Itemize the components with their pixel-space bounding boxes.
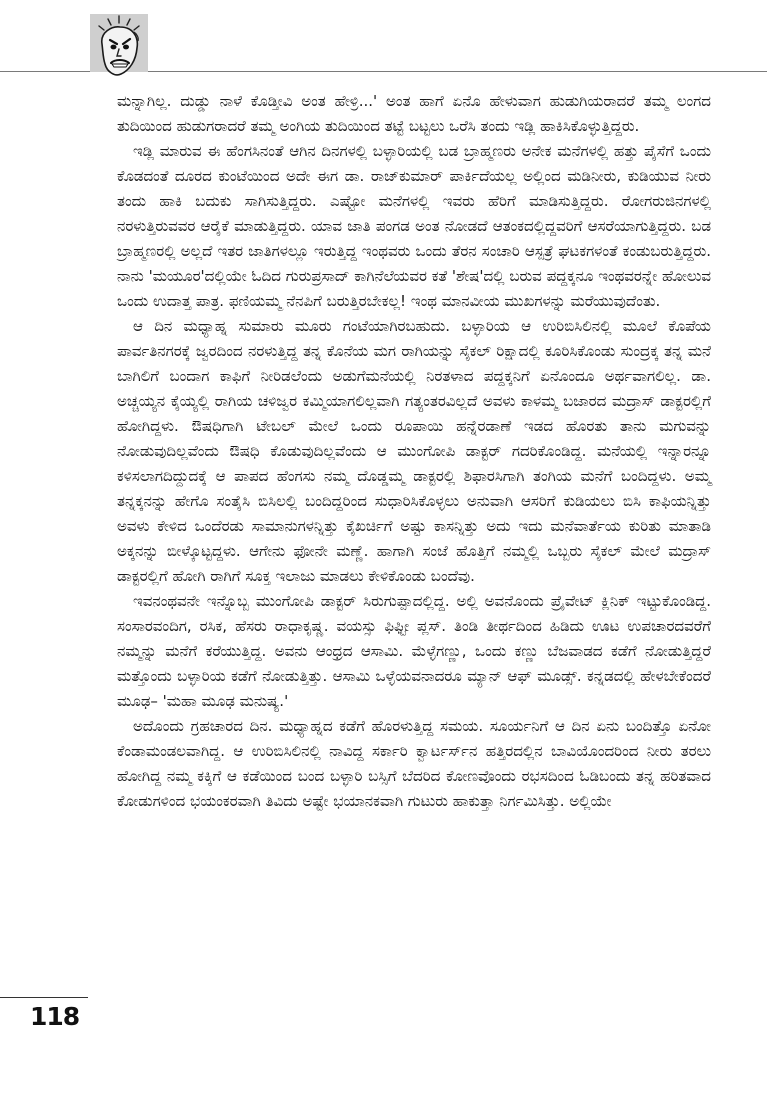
paragraph-2: ಇಡ್ಲಿ ಮಾರುವ ಈ ಹೆಂಗಸಿನಂತೆ ಆಗಿನ ದಿನಗಳಲ್ಲಿ ಬಳ್ಳಾರಿಯಲ್ಲಿ ಬಡ ಬ್ರಾಹ್ಮಣರು ಅನೇಕ ಮನೆಗಳಲ್ಲಿ ಹತ್ತು ಪೈಸೆಗೆ ಒಂದು ಕೊಡದಂತೆ ದೂರದ ಕುಂಟೆಯಿಂದ ಅದೇ ಈಗ ಡಾ. ರಾಜ್‌ಕುಮಾರ್ ಪಾರ್ಕಿದೆಯಲ್ಲ ಅಲ್ಲಿಂದ ಮಡಿನೀರು, ಕುಡಿಯುವ ನೀರು ತಂದು ಹಾಕಿ ಬದುಕು ಸಾಗಿಸುತ್ತಿದ್ದರು. ಎಷ್ಟೋ ಮನೆಗಳಲ್ಲಿ ಇವರು ಹೆರಿಗೆ ಮಾಡಿಸುತ್ತಿದ್ದರು. ರೋಗರುಜಿನಗಳಲ್ಲಿ ನರಳುತ್ತಿರುವವರ ಆರೈಕೆ ಮಾಡುತ್ತಿದ್ದರು. ಯಾವ ಜಾತಿ ಪಂಗಡ ಅಂತ ನೋಡದೆ ಆತಂಕದಲ್ಲಿದ್ದವರಿಗೆ ಆಸರೆಯಾಗುತ್ತಿದ್ದರು. ಬಡ ಬ್ರಾಹ್ಮಣರಲ್ಲಿ ಅಲ್ಲದೆ ಇತರ ಜಾತಿಗಳಲ್ಲೂ ಇರುತ್ತಿದ್ದ ಇಂಥವರು ಒಂದು ತೆರನ ಸಂಚಾರಿ ಆಸ್ಪತ್ರೆ ಘಟಕಗಳಂತೆ ಕಂಡುಬರುತ್ತಿದ್ದರು. ನಾನು 'ಮಯೂರ'ದಲ್ಲಿಯೇ ಓದಿದ ಗುರುಪ್ರಸಾದ್ ಕಾಗಿನೆಲೆಯವರ ಕತೆ 'ಶೇಷ'ದಲ್ಲಿ ಬರುವ ಪದ್ದಕ್ಕನೂ ಇಂಥವರನ್ನೇ ಹೋಲುವ ಒಂದು ಉದಾತ್ತ ಪಾತ್ರ. ಫಣಿಯಮ್ಮ ನೆನಪಿಗೆ ಬರುತ್ತಿರಬೇಕಲ್ಲ! ಇಂಥ ಮಾನವೀಯ ಮುಖಗಳನ್ನು ಮರೆಯುವುದೆಂತು. [117,142,711,310]
paragraph-5: ಅದೊಂದು ಗ್ರಹಚಾರದ ದಿನ. ಮಧ್ಯಾಹ್ನದ ಕಡೆಗೆ ಹೊರಳುತ್ತಿದ್ದ ಸಮಯ. ಸೂರ್ಯನಿಗೆ ಆ ದಿನ ಏನು ಬಂದಿತ್ತೊ ಏನೋ ಕೆಂಡಾಮಂಡಲವಾಗಿದ್ದ. ಆ ಉರಿಬಿಸಿಲಿನಲ್ಲಿ ನಾವಿದ್ದ ಸರ್ಕಾರಿ ಕ್ವಾರ್ಟರ್ಸ್‌ನ ಹತ್ತಿರದಲ್ಲಿನ ಬಾವಿಯೊಂದರಿಂದ ನೀರು ತರಲು ಹೋಗಿದ್ದ ನಮ್ಮ ಕಕ್ಕಿಗೆ ಆ ಕಡೆಯಿಂದ ಬಂದ ಬಳ್ಳಾರಿ ಬಸ್ಸಿಗೆ ಬೆದರಿದ ಕೋಣವೊಂದು ರಭಸದಿಂದ ಓಡಿಬಂದು ತನ್ನ ಹರಿತವಾದ ಕೋಡುಗಳಿಂದ ಭಯಂಕರವಾಗಿ ತಿವಿದು ಅಷ್ಟೇ ಭಯಾನಕವಾಗಿ ಗುಟುರು ಹಾಕುತ್ತಾ ನಿರ್ಗಮಿಸಿತ್ತು. ಅಲ್ಲಿಯೇ [117,717,711,810]
cartoon-face-icon [90,14,148,94]
paragraph-3: ಆ ದಿನ ಮಧ್ಯಾಹ್ನ ಸುಮಾರು ಮೂರು ಗಂಟೆಯಾಗಿರಬಹುದು. ಬಳ್ಳಾರಿಯ ಆ ಉರಿಬಿಸಿಲಿನಲ್ಲಿ ಮೂಲೆ ಕೊಪೆಯ ಪಾರ್ವತಿನಗರಕ್ಕೆ ಜ್ವರದಿಂದ ನರಳುತ್ತಿದ್ದ ತನ್ನ ಕೊನೆಯ ಮಗ ರಾಗಿಯನ್ನು ಸೈಕಲ್ ರಿಕ್ಷಾದಲ್ಲಿ ಕೂರಿಸಿಕೊಂಡು ಸುಂದ್ರಕ್ಕ ತನ್ನ ಮನೆ ಬಾಗಿಲಿಗೆ ಬಂದಾಗ ಕಾಫಿಗೆ ನೀರಿಡಲೆಂದು ಅಡುಗೆಮನೆಯಲ್ಲಿ ನಿರತಳಾದ ಪದ್ದಕ್ಕನಿಗೆ ಏನೊಂದೂ ಅರ್ಥವಾಗಲಿಲ್ಲ. ಡಾ. ಅಚ್ಚಯ್ಯನ ಕೈಯ್ಯಲ್ಲಿ ರಾಗಿಯ ಚಳಿಜ್ವರ ಕಮ್ಮಿಯಾಗಲಿಲ್ಲವಾಗಿ ಗತ್ಯಂತರವಿಲ್ಲದೆ ಅವಳು ಕಾಳಮ್ಮ ಬಜಾರದ ಮದ್ರಾಸ್ ಡಾಕ್ಟರಲ್ಲಿಗೆ ಹೋಗಿದ್ದಳು. ಔಷಧಿಗಾಗಿ ಟೇಬಲ್ ಮೇಲೆ ಒಂದು ರೂಪಾಯಿ ಹನ್ನೆರಡಾಣೆ ಇಡದ ಹೊರತು ತಾನು ಮಗುವನ್ನು ನೋಡುವುದಿಲ್ಲವೆಂದು ಔಷಧಿ ಕೊಡುವುದಿಲ್ಲವೆಂದು ಆ ಮುಂಗೋಪಿ ಡಾಕ್ಟರ್ ಗದರಿಕೊಂಡಿದ್ದ. ಮನೆಯಲ್ಲಿ ಇನ್ನಾರನ್ನೂ ಕಳಿಸಲಾಗದಿದ್ದುದಕ್ಕೆ ಆ ಪಾಪದ ಹೆಂಗಸು ನಮ್ಮ ದೊಡ್ಡಮ್ಮ ಡಾಕ್ಟರಲ್ಲಿ ಶಿಫಾರಸಿಗಾಗಿ ತಂಗಿಯ ಮನೆಗೆ ಬಂದಿದ್ದಳು. ಅಮ್ಮ ತನ್ನಕ್ಕನನ್ನು ಹೇಗೊ ಸಂತೈಸಿ ಬಿಸಿಲಲ್ಲಿ ಬಂದಿದ್ದರಿಂದ ಸುಧಾರಿಸಿಕೊಳ್ಳಲು ಅನುವಾಗಿ ಆಸರಿಗೆ ಕುಡಿಯಲು ಬಿಸಿ ಕಾಫಿಯನ್ನಿತ್ತು ಅವಳು ಕೇಳಿದ ಒಂದೆರಡು ಸಾಮಾನುಗಳನ್ನಿತ್ತು ಕೈಖರ್ಚಿಗೆ ಅಷ್ಟು ಕಾಸನ್ನಿತ್ತು ಅದು ಇದು ಮನೆವಾರ್ತೆಯ ಕುರಿತು ಮಾತಾಡಿ ಅಕ್ಕನನ್ನು ಬೀಳ್ಕೊಟ್ಟದ್ದಳು. ಆಗೇನು ಫೋನೇ ಮಣ್ಣೆ. ಹಾಗಾಗಿ ಸಂಜೆ ಹೊತ್ತಿಗೆ ನಮ್ಮಲ್ಲಿ ಒಬ್ಬರು ಸೈಕಲ್ ಮೇಲೆ ಮದ್ರಾಸ್ ಡಾಕ್ಟರಲ್ಲಿಗೆ ಹೋಗಿ ರಾಗಿಗೆ ಸೂಕ್ತ ಇಲಾಜು ಮಾಡಲು ಕೇಳಿಕೊಂಡು ಬಂದೆವು. [117,317,711,585]
page-body [117,89,711,814]
page-number: 118 [30,1002,80,1031]
header-logo [90,14,148,94]
footer-rule [0,997,88,998]
paragraph-4: ಇವನಂಥವನೇ ಇನ್ನೊಬ್ಬ ಮುಂಗೋಪಿ ಡಾಕ್ಟರ್ ಸಿರುಗುಪ್ಪಾದಲ್ಲಿದ್ದ. ಅಲ್ಲಿ ಅವನೊಂದು ಪ್ರೈವೇಟ್ ಕ್ಲಿನಿಕ್ ಇಟ್ಟುಕೊಂಡಿದ್ದ. ಸಂಸಾರವಂದಿಗ, ರಸಿಕ, ಹೆಸರು ರಾಧಾಕೃಷ್ಣ. ವಯಸ್ಸು ಫಿಫ್ಟೀ ಪ್ಲಸ್. ತಿಂಡಿ ತೀರ್ಥದಿಂದ ಹಿಡಿದು ಊಟ ಉಪಚಾರದವರೆಗೆ ನಮ್ಮನ್ನು ಮನೆಗೆ ಕರೆಯುತ್ತಿದ್ದ. ಅವನು ಆಂಧ್ರದ ಆಸಾಮಿ. ಮೆಳ್ಳೆಗಣ್ಣು, ಒಂದು ಕಣ್ಣು ಬೆಜವಾಡದ ಕಡೆಗೆ ನೋಡುತ್ತಿದ್ದರೆ ಮತ್ತೊಂದು ಬಳ್ಳಾರಿಯ ಕಡೆಗೆ ನೋಡುತ್ತಿತ್ತು. ಆಸಾಮಿ ಒಳ್ಳೆಯವನಾದರೂ ಮ್ಯಾನ್ ಆಫ್ ಮೂಡ್ಸ್. ಕನ್ನಡದಲ್ಲಿ ಹೇಳಬೇಕೆಂದರೆ ಮೂಢ– 'ಮಹಾ ಮೂಢ ಮನುಷ್ಯ.' [117,592,711,710]
paragraph-1: ಮನ್ನಾಗಿಲ್ಲ. ದುಡ್ಡು ನಾಳೆ ಕೊಡ್ತೀವಿ ಅಂತ ಹೇಳ್ರಿ...' ಅಂತ ಹಾಗೆ ಏನೊ ಹೇಳುವಾಗ ಹುಡುಗಿಯರಾದರೆ ತಮ್ಮ ಲಂಗದ ತುದಿಯಿಂದ ಹುಡುಗರಾದರೆ ತಮ್ಮ ಅಂಗಿಯ ತುದಿಯಿಂದ ತಟ್ಟೆ ಬಟ್ಟಲು ಒರೆಸಿ ತಂದು ಇಡ್ಲಿ ಹಾಕಿಸಿಕೊಳ್ಳುತ್ತಿದ್ದರು. [117,92,711,135]
